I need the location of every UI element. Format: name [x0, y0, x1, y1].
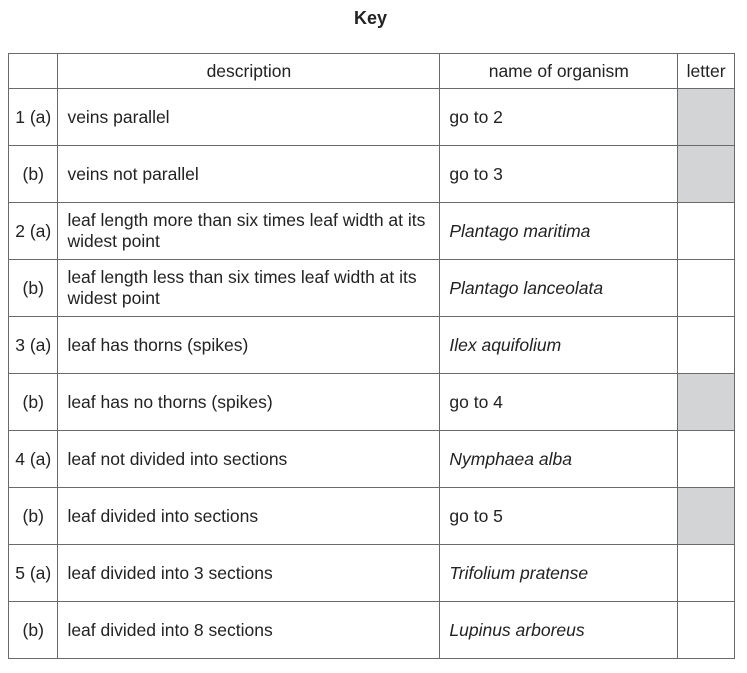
- letter-cell[interactable]: [678, 260, 735, 317]
- table-row: [9, 317, 735, 374]
- organism-name-cell: Trifolium pratense: [440, 545, 678, 602]
- step-number: 5 (a): [9, 545, 58, 602]
- header-letter: letter: [678, 54, 735, 89]
- organism-name-cell: go to 5: [440, 488, 678, 545]
- description-cell: leaf divided into sections: [58, 488, 440, 545]
- letter-cell[interactable]: [678, 431, 735, 488]
- letter-cell-shaded: [678, 374, 735, 431]
- header-description: description: [58, 54, 440, 89]
- letter-cell-shaded: [678, 488, 735, 545]
- table-row: [9, 431, 735, 488]
- description-cell: veins not parallel: [58, 146, 440, 203]
- letter-cell-shaded: [678, 146, 735, 203]
- organism-name-cell: Plantago maritima: [440, 203, 678, 260]
- header-number: [9, 54, 58, 89]
- header-name: name of organism: [440, 54, 678, 89]
- step-number: (b): [9, 488, 58, 545]
- step-number: (b): [9, 260, 58, 317]
- letter-cell[interactable]: [678, 203, 735, 260]
- table-row: [9, 260, 735, 317]
- letter-cell[interactable]: [678, 602, 735, 659]
- step-number: (b): [9, 602, 58, 659]
- letter-cell[interactable]: [678, 545, 735, 602]
- step-number: 2 (a): [9, 203, 58, 260]
- description-cell: leaf has thorns (spikes): [58, 317, 440, 374]
- header-row: [9, 54, 735, 89]
- table-row: [9, 545, 735, 602]
- key-title: Key: [353, 8, 388, 28]
- step-number: 4 (a): [9, 431, 58, 488]
- table-row: [9, 488, 735, 545]
- description-cell: veins parallel: [58, 89, 440, 146]
- description-cell: leaf has no thorns (spikes): [58, 374, 440, 431]
- table-row: [9, 89, 735, 146]
- table-row: [9, 203, 735, 260]
- table-row: [9, 602, 735, 659]
- step-number: 1 (a): [9, 89, 58, 146]
- organism-name-cell: Lupinus arboreus: [440, 602, 678, 659]
- table-row: [9, 146, 735, 203]
- description-cell: leaf not divided into sections: [58, 431, 440, 488]
- description-cell: leaf divided into 3 sections: [58, 545, 440, 602]
- organism-name-cell: Plantago lanceolata: [440, 260, 678, 317]
- description-cell: leaf length more than six times leaf width at its widest point: [58, 203, 440, 260]
- step-number: (b): [9, 146, 58, 203]
- dichotomous-key-table: [8, 53, 735, 659]
- letter-cell-shaded: [678, 89, 735, 146]
- description-cell: leaf divided into 8 sections: [58, 602, 440, 659]
- step-number: (b): [9, 374, 58, 431]
- organism-name-cell: go to 4: [440, 374, 678, 431]
- description-cell: leaf length less than six times leaf width at its widest point: [58, 260, 440, 317]
- table-row: [9, 374, 735, 431]
- organism-name-cell: Ilex aquifolium: [440, 317, 678, 374]
- letter-cell[interactable]: [678, 317, 735, 374]
- organism-name-cell: go to 2: [440, 89, 678, 146]
- organism-name-cell: go to 3: [440, 146, 678, 203]
- step-number: 3 (a): [9, 317, 58, 374]
- organism-name-cell: Nymphaea alba: [440, 431, 678, 488]
